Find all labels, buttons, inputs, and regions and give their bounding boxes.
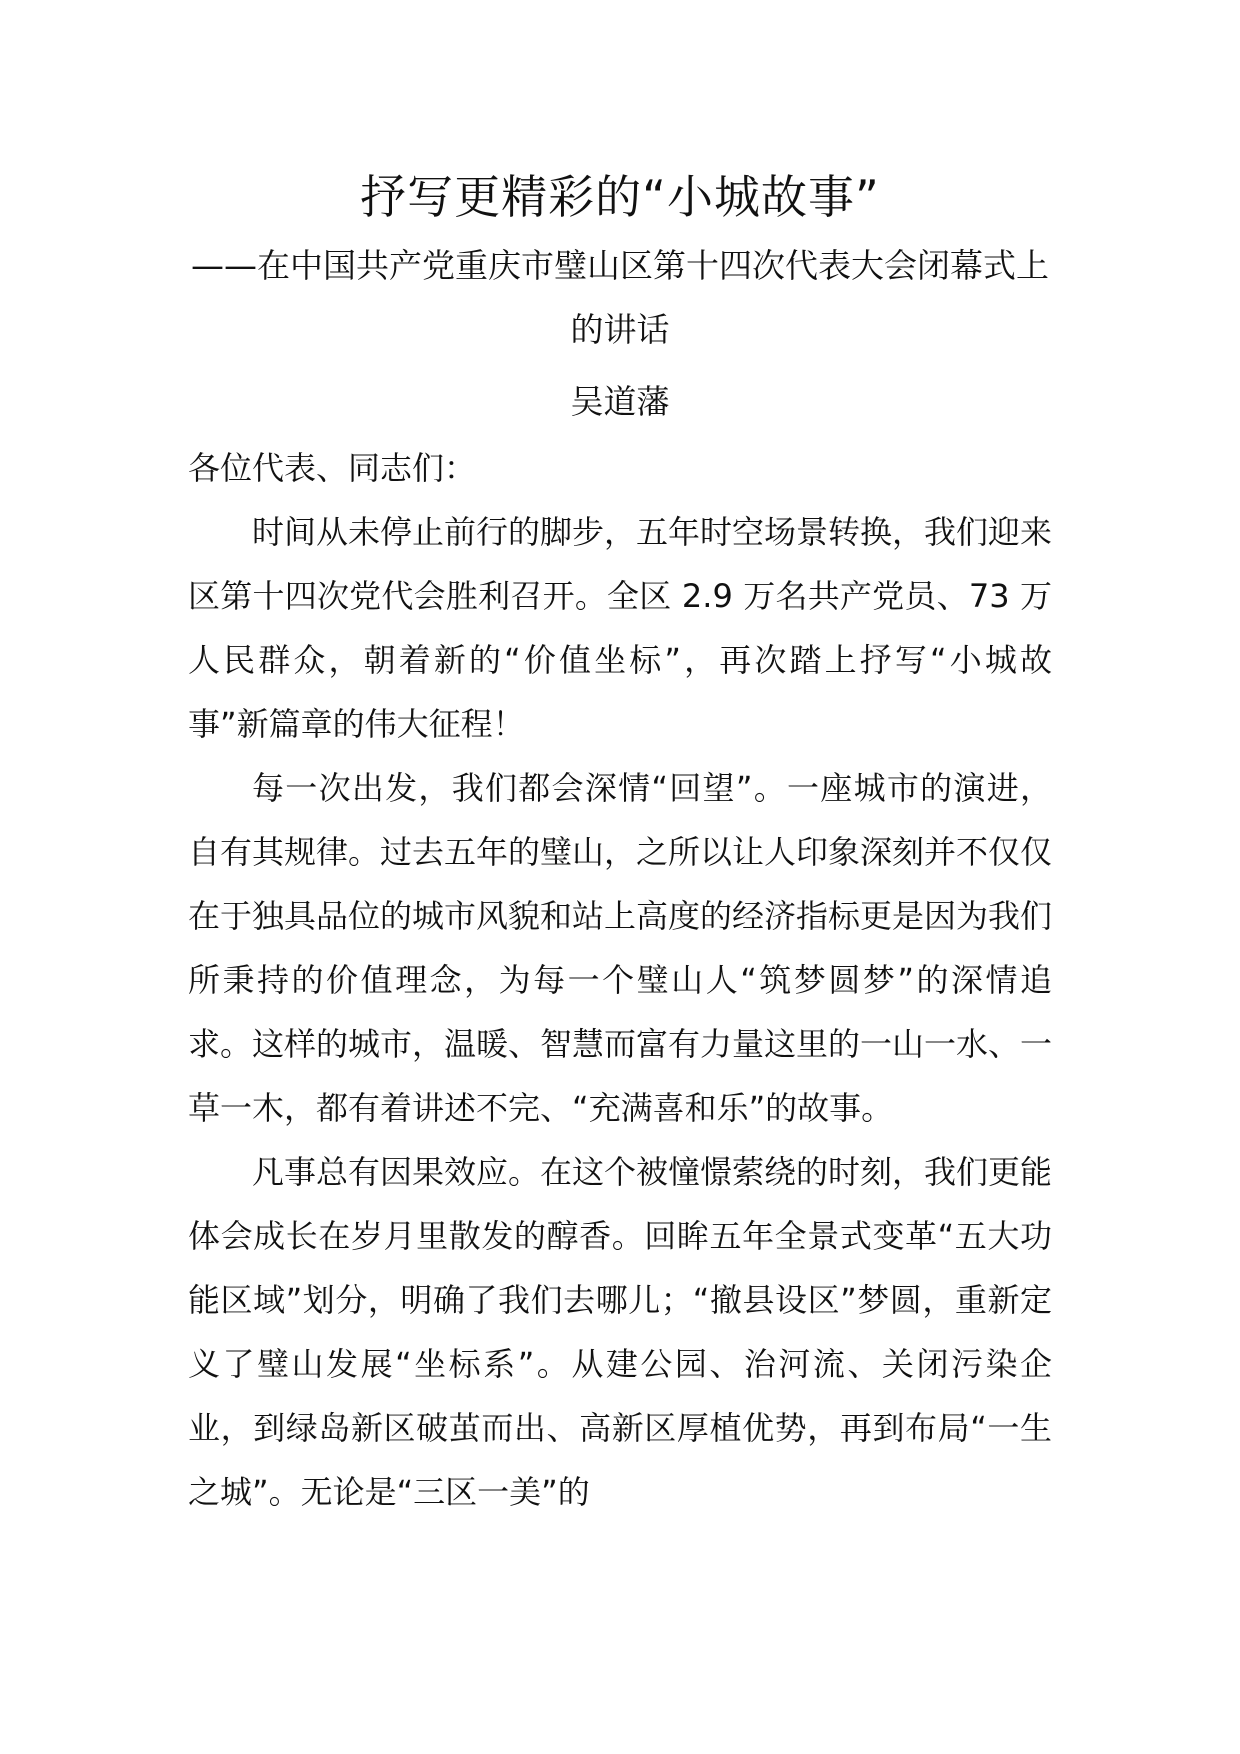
document-title: 抒写更精彩的“小城故事” [360, 170, 880, 224]
paragraph: 每一次出发，我们都会深情“回望”。一座城市的演进，自有其规律。过去五年的璧山，之所以让人印象深刻并不仅仅在于独具品位的城市风貌和站上高度的经济指标更是因为我们所秉持的价值理念，为每一个璧山人“筑梦圆梦”的深情追求。这样的城市，温暖、智慧而富有力量这里的一山一水、一草一木，都有着讲述不完、“充满喜和乐”的故事。 [188, 769, 1053, 1127]
document-subtitle: ——在中国共产党重庆市璧山区第十四次代表大会闭幕式上的讲话 [191, 246, 1049, 349]
author-name: 吴道藩 [570, 382, 670, 421]
paragraph: 凡事总有因果效应。在这个被憧憬萦绕的时刻，我们更能体会成长在岁月里散发的醇香。回眸五年全景式变革“五大功能区域”划分，明确了我们去哪儿；“撤县设区”梦圆，重新定义了璧山发展“坐标系”。从建公园、治河流、关闭污染企业，到绿岛新区破茧而出、高新区厚植优势，再到布局“一生之城”。无论是“三区一美”的 [188, 1153, 1053, 1511]
document-body [188, 436, 1052, 1524]
salutation: 各位代表、同志们： [188, 449, 477, 487]
paragraph: 时间从未停止前行的脚步，五年时空场景转换，我们迎来区第十四次党代会胜利召开。全区 2.9 万名共产党员、73 万人民群众，朝着新的“价值坐标”，再次踏上抒写“小城故事”新篇章的伟大征程！ [188, 513, 1053, 743]
